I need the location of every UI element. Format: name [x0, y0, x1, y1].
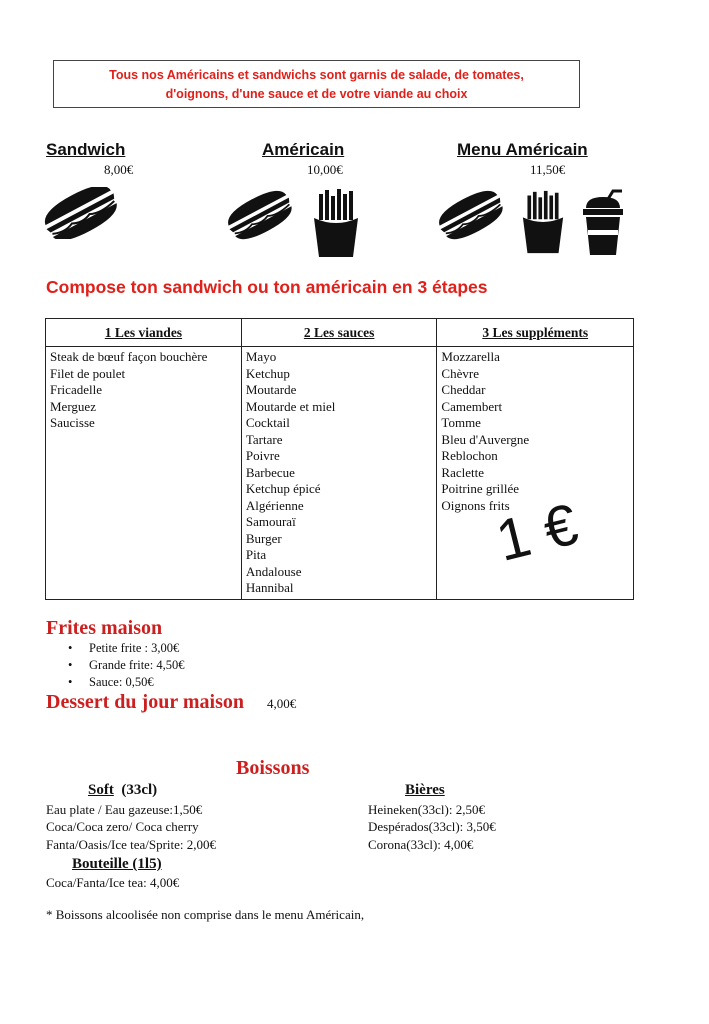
header-sauces: 2 Les sauces: [241, 319, 437, 347]
list-item: Poitrine grillée: [441, 481, 520, 496]
footnote: * Boissons alcoolisée non comprise dans le menu Américain,: [46, 907, 365, 922]
list-item: Raclette: [441, 464, 485, 480]
list-item: Andalouse: [245, 563, 302, 579]
soft-heading: [88, 782, 157, 799]
list-item: Ketchup: [245, 365, 290, 381]
list-item: Filet de poulet: [50, 365, 126, 381]
frites-item: Sauce: 0,50€: [89, 675, 154, 689]
frites-title: Frites maison: [46, 617, 163, 639]
notice-line-1: Tous nos Américains et sandwichs sont garnis de salade, de tomates,: [109, 68, 524, 82]
supplement-price: 1 €: [490, 491, 585, 575]
biere-item: Despérados(33cl): 3,50€: [368, 819, 496, 834]
frites-list: [68, 640, 184, 691]
bieres-heading: [405, 782, 445, 799]
list-item: Barbecue: [245, 464, 295, 480]
soft-item: Coca/Coca zero/ Coca cherry: [46, 819, 199, 834]
fries-icon: [311, 188, 361, 258]
garnish-notice: [53, 60, 580, 108]
frites-item: Petite frite : 3,00€: [89, 641, 180, 655]
soft-item: Fanta/Oasis/Ice tea/Sprite: 2,00€: [46, 837, 217, 852]
offer-menu-americain: [457, 140, 588, 160]
offer-sandwich: [46, 140, 125, 160]
list-item: Fricadelle: [50, 382, 102, 397]
list-item: Oignons frits: [441, 497, 510, 513]
bouteille-heading: [72, 856, 162, 873]
list-item: Steak de bœuf façon bouchère: [50, 349, 208, 364]
fries-icon: [520, 190, 566, 254]
list-item: Chèvre: [441, 365, 479, 381]
sauces-cell: [241, 347, 437, 600]
list-item: Moutarde et miel: [245, 398, 336, 414]
list-item: Ketchup épicé: [245, 481, 321, 496]
list-item: [68, 640, 184, 657]
sandwich-icon: [38, 187, 124, 239]
list-item: Burger: [245, 530, 282, 546]
offer-americain: [262, 140, 344, 160]
list-item: Mozzarella: [441, 349, 500, 364]
list-item: Bleu d'Auvergne: [441, 431, 530, 447]
bieres-title: Bières: [405, 782, 445, 798]
list-item: Reblochon: [441, 448, 498, 463]
bouteille-item: Coca/Fanta/Ice tea: 4,00€: [46, 875, 180, 890]
soft-item: Eau plate / Eau gazeuse:1,50€: [46, 802, 203, 817]
dessert-title: Dessert du jour maison: [46, 691, 244, 713]
list-item: Tomme: [441, 415, 481, 430]
list-item: Pita: [245, 547, 267, 562]
list-item: Hannibal: [245, 580, 294, 595]
frites-item: Grande frite: 4,50€: [89, 658, 185, 672]
soft-size: (33cl): [121, 782, 158, 798]
list-item: Moutarde: [245, 382, 297, 397]
list-item: Cheddar: [441, 382, 486, 397]
offer-price-americain: 10,00€: [307, 162, 343, 177]
viandes-cell: [46, 347, 242, 600]
list-item: Mayo: [245, 349, 277, 364]
sandwich-icon: [222, 190, 298, 240]
drink-cup-icon: [580, 188, 626, 256]
sandwich-icon: [433, 190, 509, 240]
notice-line-2: d'oignons, d'une sauce et de votre viande au choix: [165, 87, 468, 101]
offer-title: Menu Américain: [457, 140, 588, 159]
header-supplements: 3 Les suppléments: [437, 319, 634, 347]
biere-item: Heineken(33cl): 2,50€: [368, 802, 485, 817]
offer-title: Américain: [262, 140, 345, 159]
list-item: Algérienne: [245, 497, 304, 513]
offer-price-sandwich: 8,00€: [104, 162, 134, 177]
header-viandes: 1 Les viandes: [46, 319, 242, 347]
list-item: Saucisse: [50, 415, 95, 430]
biere-item: Corona(33cl): 4,00€: [368, 837, 474, 852]
list-item: Poivre: [245, 448, 280, 463]
bullet-icon: •: [68, 675, 73, 689]
dessert-price: 4,00€: [267, 696, 297, 711]
soft-title: Soft: [88, 782, 114, 798]
offer-price-menu: 11,50€: [530, 162, 566, 177]
list-item: [68, 674, 184, 691]
list-item: Samouraï: [245, 514, 296, 529]
list-item: Cocktail: [245, 415, 290, 430]
list-item: Tartare: [245, 431, 283, 447]
compose-title: Compose ton sandwich ou ton américain en 3 étapes: [46, 277, 488, 297]
boissons-title: Boissons: [236, 757, 310, 779]
list-item: [68, 657, 184, 674]
bullet-icon: •: [68, 658, 73, 672]
list-item: Merguez: [50, 398, 96, 414]
bullet-icon: •: [68, 641, 73, 655]
offer-title: Sandwich: [46, 140, 126, 159]
list-item: Camembert: [441, 398, 503, 414]
bouteille-title: Bouteille (1l5): [72, 856, 162, 872]
